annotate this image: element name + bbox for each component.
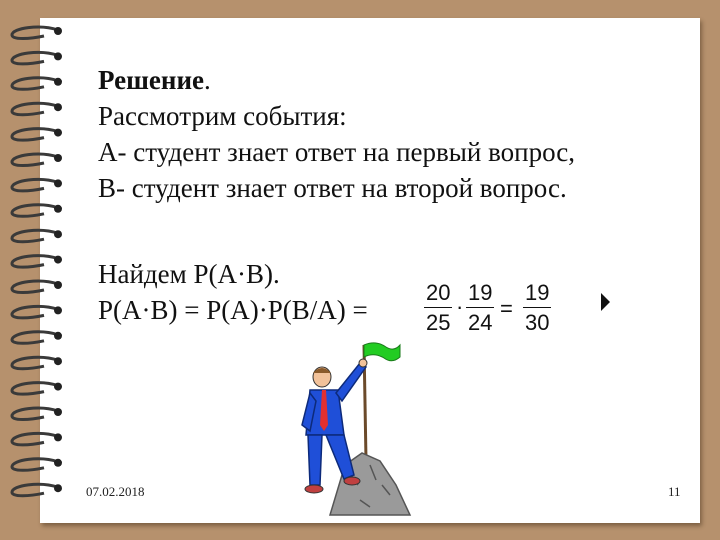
binder-hole: [54, 484, 62, 492]
binder-ring: [12, 459, 58, 470]
binder-ring: [12, 154, 58, 165]
binder-hole: [54, 383, 62, 391]
event-a-line: А- студент знает ответ на первый вопрос,: [98, 137, 576, 167]
binder-ring: [12, 408, 58, 419]
fraction2-numerator: 19: [466, 280, 494, 308]
binder-ring: [12, 256, 58, 267]
fraction1-denominator: 25: [426, 310, 451, 335]
binder-hole: [54, 78, 62, 86]
binder-ring: [12, 230, 58, 241]
binder-hole: [54, 154, 62, 162]
binder-hole: [54, 179, 62, 187]
binder-hole: [54, 230, 62, 238]
fraction3-numerator: 19: [523, 280, 551, 308]
binder-hole: [54, 433, 62, 441]
formula-left: Р(А·В) = Р(А)·Р(В/А) =: [98, 295, 368, 325]
binder-hole: [54, 129, 62, 137]
spiral-binding-icon: [0, 0, 80, 540]
binder-hole: [54, 205, 62, 213]
binder-ring: [12, 281, 58, 292]
binder-ring: [12, 205, 58, 216]
fraction3-denominator: 30: [525, 310, 550, 335]
binder-ring: [12, 78, 58, 89]
binder-ring: [12, 129, 58, 140]
binder-hole: [54, 103, 62, 111]
binder-hole: [54, 357, 62, 365]
binder-hole: [54, 52, 62, 60]
equals-sign: =: [500, 296, 513, 321]
multiply-dot: ·: [456, 294, 464, 319]
events-line: Рассмотрим события:: [98, 101, 347, 131]
binder-hole: [54, 459, 62, 467]
fraction-19-30: [523, 280, 551, 336]
fraction-19-24: [466, 280, 494, 336]
slide-text: [98, 62, 575, 206]
fraction2-denominator: 24: [468, 310, 493, 335]
solution-heading: [98, 62, 575, 98]
play-triangle-icon[interactable]: [600, 292, 612, 312]
footer-date: 07.02.2018: [86, 484, 145, 499]
binder-ring: [12, 27, 58, 38]
binder-ring: [12, 52, 58, 63]
event-b-line: В- студент знает ответ на второй вопрос.: [98, 173, 567, 203]
binder-ring: [12, 383, 58, 394]
binder-hole: [54, 256, 62, 264]
fraction-20-25: [424, 280, 452, 336]
man-with-flag-illustration-icon: [300, 335, 415, 520]
solution-period: .: [204, 65, 211, 95]
binder-hole: [54, 332, 62, 340]
binder-hole: [54, 27, 62, 35]
binder-ring: [12, 433, 58, 444]
fraction1-numerator: 20: [424, 280, 452, 308]
binder-hole: [54, 281, 62, 289]
solution-label: Решение: [98, 65, 204, 95]
binder-ring: [12, 306, 58, 317]
binder-hole: [54, 306, 62, 314]
binder-ring: [12, 332, 58, 343]
binder-hole: [54, 408, 62, 416]
binder-ring: [12, 357, 58, 368]
binder-ring: [12, 484, 58, 495]
binder-ring: [12, 179, 58, 190]
find-line: Найдем Р(А·В).: [98, 259, 280, 289]
page-number: 11: [668, 484, 681, 499]
binder-ring: [12, 103, 58, 114]
